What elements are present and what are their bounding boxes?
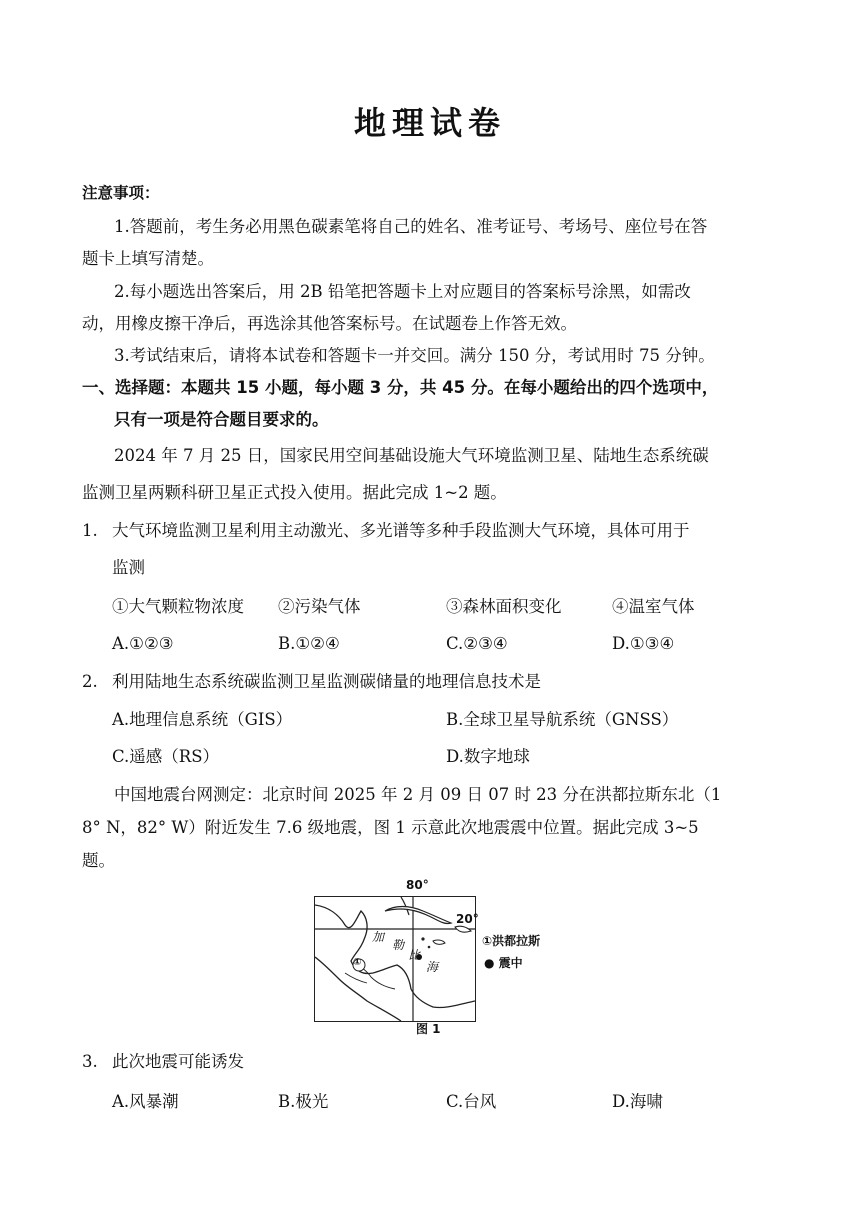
question-1-item-2: ②污染气体 <box>278 597 361 616</box>
longitude-label: 80° <box>406 878 429 892</box>
question-3-stem: 此次地震可能诱发 <box>112 1052 244 1071</box>
question-1-item-4: ④温室气体 <box>612 597 695 616</box>
passage-2-line-3: 题。 <box>82 851 115 870</box>
notice-item-2-line-1: 2.每小题选出答案后，用 2B 铅笔把答题卡上对应题目的答案标号涂黑，如需改 <box>114 282 691 301</box>
page-title: 地理试卷 <box>353 104 506 142</box>
question-1-option-a[interactable]: A.①②③ <box>112 634 174 653</box>
small-island <box>428 946 431 949</box>
section-1-heading-line-1: 一、选择题：本题共 15 小题，每小题 3 分，共 45 分。在每小题给出的四个选项中， <box>82 378 719 397</box>
honduras-marker-label: ① <box>353 957 362 968</box>
central-america-coast <box>315 905 475 1008</box>
question-1-number: 1. <box>82 521 98 540</box>
question-1-stem-line-1: 大气环境监测卫星利用主动激光、多光谱等多种手段监测大气环境，具体可用于 <box>112 521 690 540</box>
question-1-option-d[interactable]: D.①③④ <box>612 634 675 653</box>
question-1-item-1: ①大气颗粒物浓度 <box>112 597 244 616</box>
sea-char-3: 比 <box>408 948 421 962</box>
sea-char-4: 海 <box>426 960 439 974</box>
map-graphic <box>315 897 475 1021</box>
small-island <box>421 937 424 940</box>
legend-epicenter: ● 震中 <box>484 956 523 970</box>
hispaniola-island <box>455 926 471 932</box>
legend-honduras: ①洪都拉斯 <box>482 934 541 948</box>
sea-char-2: 勒 <box>392 938 405 952</box>
question-2-option-c[interactable]: C.遥感（RS） <box>112 747 220 766</box>
question-3-option-c[interactable]: C.台风 <box>446 1092 497 1111</box>
question-2-number: 2. <box>82 672 98 691</box>
question-2-option-a[interactable]: A.地理信息系统（GIS） <box>112 710 293 729</box>
sea-char-1: 加 <box>372 930 385 944</box>
notice-item-2-line-2: 动，用橡皮擦干净后，再选涂其他答案标号。在试题卷上作答无效。 <box>82 314 577 333</box>
figure-1 <box>310 876 570 1046</box>
question-3-number: 3. <box>82 1052 98 1071</box>
question-1-stem-line-2: 监测 <box>112 558 145 577</box>
notice-item-1-line-1: 1.答题前，考生务必用黑色碳素笔将自己的姓名、准考证号、考场号、座位号在答 <box>114 217 708 236</box>
question-3-option-a[interactable]: A.风暴潮 <box>112 1092 179 1111</box>
question-1-item-3: ③森林面积变化 <box>446 597 562 616</box>
question-3-option-b[interactable]: B.极光 <box>278 1092 329 1111</box>
question-2-stem: 利用陆地生态系统碳监测卫星监测碳储量的地理信息技术是 <box>112 672 541 691</box>
question-2-option-d[interactable]: D.数字地球 <box>446 747 530 766</box>
question-1-option-b[interactable]: B.①②④ <box>278 634 340 653</box>
notice-item-3: 3.考试结束后，请将本试卷和答题卡一并交回。满分 150 分，考试用时 75 分钟。 <box>114 346 715 365</box>
passage-2-line-1: 中国地震台网测定：北京时间 2025 年 2 月 09 日 07 时 23 分在洪都拉斯东北（1 <box>114 785 722 804</box>
figure-caption: 图 1 <box>416 1022 441 1036</box>
question-1-option-c[interactable]: C.②③④ <box>446 634 508 653</box>
section-1-heading-line-2: 只有一项是符合题目要求的。 <box>114 410 329 429</box>
map-frame <box>314 896 476 1022</box>
passage-1-line-1: 2024 年 7 月 25 日，国家民用空间基础设施大气环境监测卫星、陆地生态系统碳 <box>114 446 709 465</box>
question-3-option-d[interactable]: D.海啸 <box>612 1092 663 1111</box>
notice-item-1-line-2: 题卡上填写清楚。 <box>82 249 214 268</box>
latitude-label: 20° <box>456 912 479 926</box>
jamaica-island <box>433 940 445 944</box>
passage-1-line-2: 监测卫星两颗科研卫星正式投入使用。据此完成 1~2 题。 <box>82 483 507 502</box>
passage-2-line-2: 8° N，82° W）附近发生 7.6 级地震，图 1 示意此次地震震中位置。据此完成 3~5 <box>82 818 699 837</box>
question-2-option-b[interactable]: B.全球卫星导航系统（GNSS） <box>446 710 679 729</box>
cuba-island <box>385 907 451 924</box>
notice-heading: 注意事项： <box>82 184 160 202</box>
